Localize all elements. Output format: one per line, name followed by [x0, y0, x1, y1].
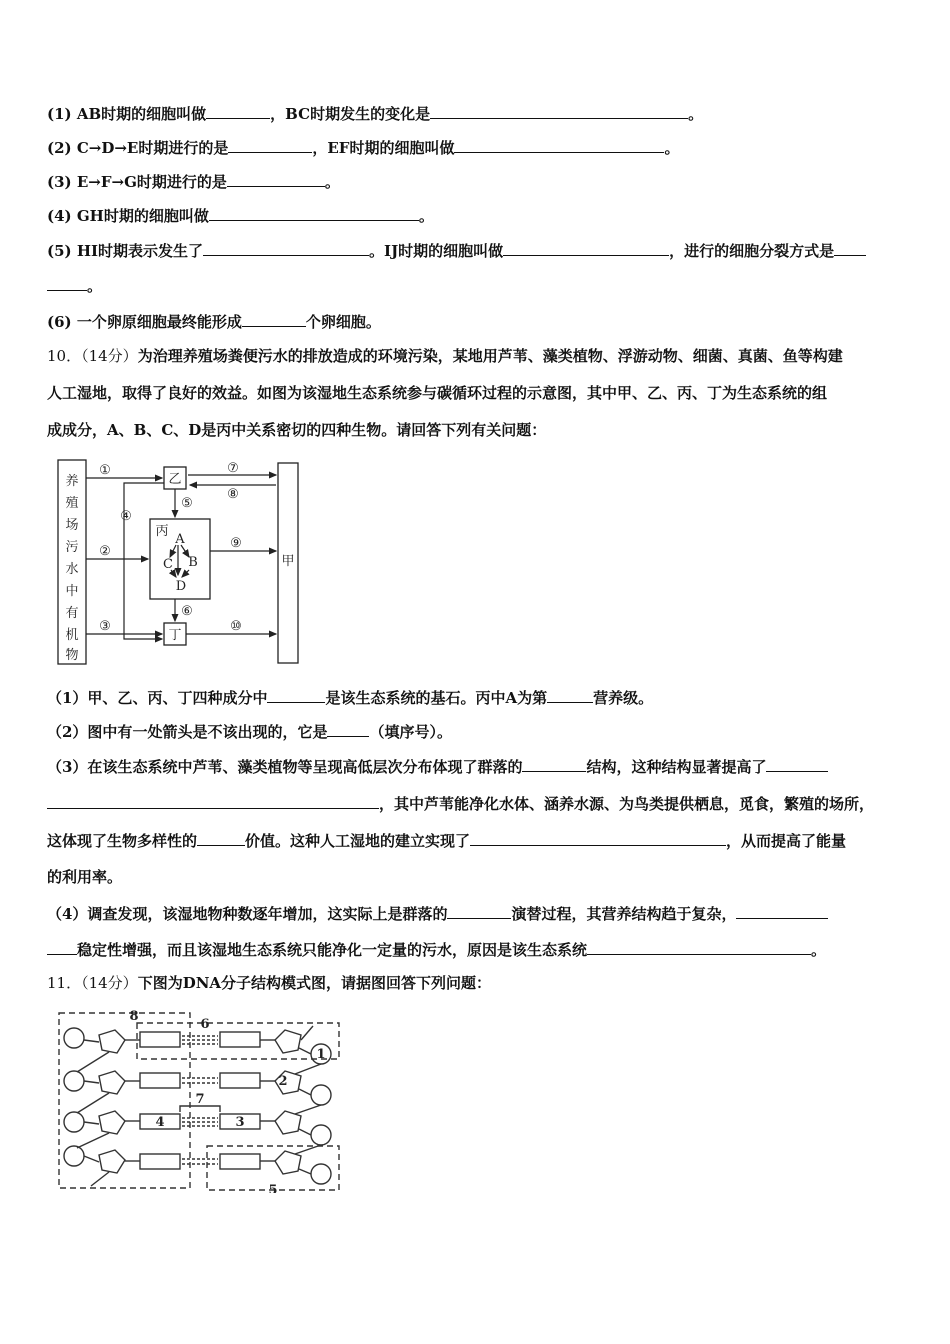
arrow-b-d: [182, 570, 189, 577]
source-char-5: 水: [65, 562, 79, 577]
answer-blank[interactable]: [47, 793, 379, 809]
label-4: 4: [155, 1115, 165, 1130]
label-7: 7: [195, 1092, 205, 1107]
label-a: A: [175, 532, 185, 547]
num-9: ⑨: [230, 536, 242, 551]
answer-blank[interactable]: [454, 137, 664, 153]
source-char-4: 污: [65, 540, 79, 555]
answer-blank[interactable]: [547, 687, 593, 703]
q10-sub4-line1: （4）调查发现，该湿地物种数逐年增加，这实际上是群落的 演替过程，其营养结构趋于复杂，: [47, 903, 828, 924]
q9-part2: (2) C→D→E时期进行的是 ，EF时期的细胞叫做 。: [47, 139, 680, 157]
q10-sub3-line1: （3）在该生态系统中芦苇、藻类植物等呈现高低层次分布体现了群落的 结构，这种结构显著提高了: [47, 756, 828, 777]
bing-label: 丙: [155, 524, 169, 539]
q10-sub2: （2）图中有一处箭头是不该出现的，它是 （填序号）。: [47, 723, 452, 741]
source-char-1: 养: [65, 474, 79, 489]
label-8: 8: [129, 1009, 139, 1024]
num-5: ⑤: [181, 496, 193, 511]
answer-blank[interactable]: [470, 830, 726, 846]
label-5: 5: [268, 1183, 278, 1193]
yi-label: 乙: [168, 472, 182, 487]
answer-blank[interactable]: [327, 721, 369, 737]
q10-intro-line1: 10．（14分）为治理养殖场粪便污水的排放造成的环境污染，某地用芦苇、藻类植物、浮游动物、细菌、真菌、鱼等构建: [47, 347, 843, 365]
q10-intro-line3: 成成分，A、B、C、D是丙中关系密切的四种生物。请回答下列有关问题：: [47, 421, 547, 439]
source-char-9: 物: [65, 648, 79, 663]
num-6: ⑥: [181, 604, 193, 619]
q9-part6: (6) 一个卵原细胞最终能形成 个卵细胞。: [47, 313, 381, 331]
source-char-6: 中: [65, 584, 79, 599]
label-6: 6: [200, 1017, 210, 1032]
label-2: 2: [278, 1074, 288, 1089]
answer-blank[interactable]: [736, 903, 828, 919]
num-2: ②: [99, 544, 111, 559]
num-8: ⑧: [227, 487, 239, 502]
q9-part1: (1) AB时期的细胞叫做 ，BC时期发生的变化是 。: [47, 105, 704, 123]
answer-blank[interactable]: [47, 275, 87, 291]
answer-blank[interactable]: [47, 939, 77, 955]
num-7: ⑦: [227, 461, 239, 476]
q10-sub3-line4: 的利用率。: [47, 868, 123, 886]
answer-blank[interactable]: [522, 756, 586, 772]
answer-blank[interactable]: [267, 687, 325, 703]
label-b: B: [188, 555, 198, 570]
num-10: ⑩: [230, 619, 242, 634]
answer-blank[interactable]: [447, 903, 511, 919]
answer-blank[interactable]: [227, 171, 325, 187]
answer-blank[interactable]: [209, 205, 419, 221]
q9-part5: (5) HI时期表示发生了 。IJ时期的细胞叫做 ，进行的细胞分裂方式是: [47, 240, 866, 261]
label-3: 3: [235, 1115, 245, 1130]
label-d: D: [175, 579, 187, 594]
q10-intro-line2: 人工湿地，取得了良好的效益。如图为该湿地生态系统参与碳循环过程的示意图，其中甲、乙、丙、丁为生态系统的组: [47, 384, 828, 402]
arrow-4: [124, 483, 164, 639]
q10-sub3-line3: 这体现了生物多样性的 价值。这种人工湿地的建立实现了 ，从而提高了能量: [47, 832, 847, 850]
source-char-8: 机: [65, 628, 79, 643]
num-1: ①: [99, 463, 111, 478]
q9-part4: (4) GH时期的细胞叫做 。: [47, 207, 434, 225]
source-char-3: 场: [65, 518, 79, 533]
jia-label: 甲: [281, 554, 295, 569]
q10-sub4-line2: 稳定性增强，而且该湿地生态系统只能净化一定量的污水，原因是该生态系统 。: [47, 939, 826, 960]
num-4: ④: [120, 509, 132, 524]
q10-sub3-line2: ，其中芦苇能净化水体、涵养水源、为鸟类提供栖息，觅食，繁殖的场所，: [47, 793, 874, 814]
q9-part3: (3) E→F→G时期进行的是 。: [47, 173, 340, 191]
answer-blank[interactable]: [203, 240, 369, 256]
dna-structure-diagram: [55, 1008, 345, 1193]
carbon-cycle-diagram: [50, 455, 310, 670]
q9-part5-cont: 。: [47, 275, 102, 296]
answer-blank[interactable]: [766, 756, 828, 772]
left-strand: [64, 1028, 125, 1186]
label-1: 1: [316, 1047, 326, 1062]
num-3: ③: [99, 619, 111, 634]
answer-blank[interactable]: [834, 240, 866, 256]
q10-sub1: （1）甲、乙、丙、丁四种成分中 是该生态系统的基石。丙中A为第 营养级。: [47, 689, 654, 707]
ding-label: 丁: [168, 628, 182, 643]
answer-blank[interactable]: [242, 311, 306, 327]
answer-blank[interactable]: [503, 240, 669, 256]
label-c: C: [163, 557, 173, 572]
answer-blank[interactable]: [206, 103, 270, 119]
answer-blank[interactable]: [587, 939, 811, 955]
q11-intro: 11．（14分）下图为DNA分子结构模式图，请据图回答下列问题：: [47, 974, 492, 992]
source-char-2: 殖: [65, 496, 79, 511]
answer-blank[interactable]: [228, 137, 312, 153]
answer-blank[interactable]: [197, 830, 245, 846]
source-char-7: 有: [65, 606, 79, 621]
answer-blank[interactable]: [430, 103, 688, 119]
